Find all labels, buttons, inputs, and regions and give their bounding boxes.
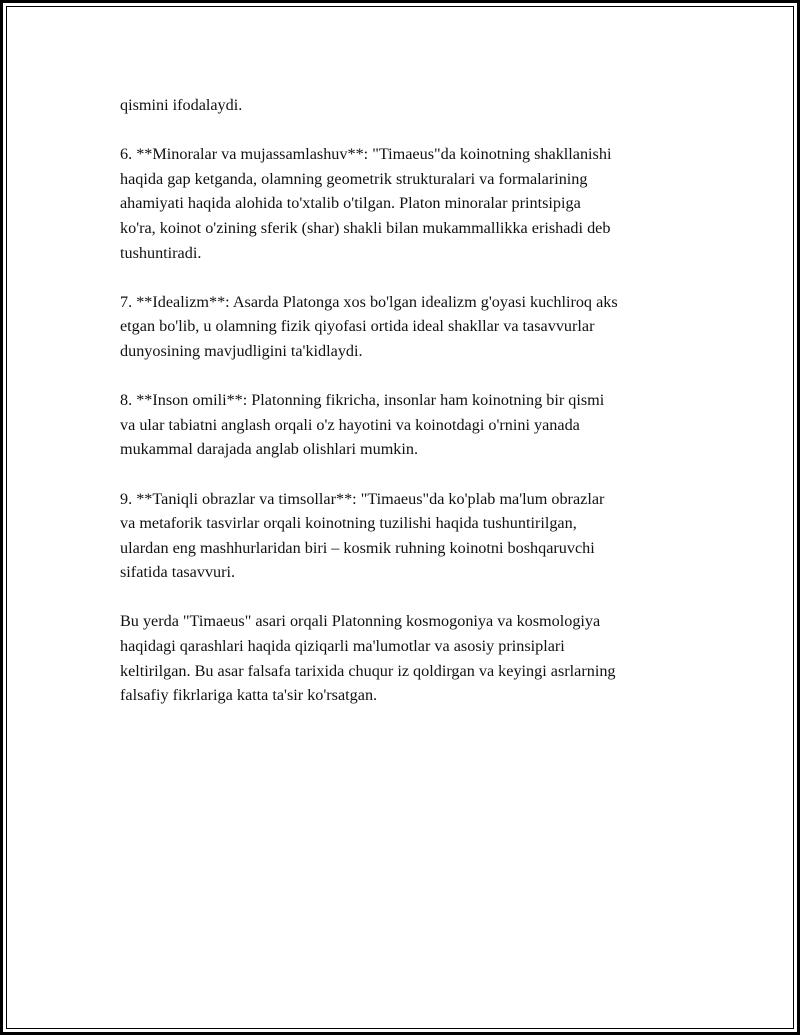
paragraph-item-6: 6. **Minoralar va mujassamlashuv**: "Timaeus"da koinotning shakllanishi haqida gap ketganda, olamning geometrik strukturalari va formalarining ahamiyati haqida alohida to'xtalib o'tilgan. Platon minoralar printsipiga ko'ra, koinot o'zining sferik (shar) shakli bilan mukammallikka erishadi deb tushuntiradi. — [120, 145, 612, 262]
paragraph-conclusion: Bu yerda "Timaeus" asari orqali Platonning kosmogoniya va kosmologiya haqidagi qarashlari haqida qiziqarli ma'lumotlar va asosiy prinsiplari keltirilgan. Bu asar falsafa tarixida chuqur iz qoldirgan va keyingi asrlarning falsafiy fikrlariga katta ta'sir ko'rsatgan. — [120, 612, 616, 705]
paragraph-continuation: qismini ifodalaydi. — [120, 96, 243, 114]
paragraph-item-9: 9. **Taniqli obrazlar va timsollar**: "Timaeus"da ko'plab ma'lum obrazlar va metaforik tasvirlar orqali koinotning tuzilishi haqida tushuntirilgan, ulardan eng mashhurlaridan biri – kosmik ruhning koinotni boshqaruvchi sifatida tasavvuri. — [120, 489, 605, 582]
paragraph-item-8: 8. **Inson omili**: Platonning fikricha, insonlar ham koinotning bir qismi va ular tabiatni anglash orqali o'z hayotini va koinotdagi o'rnini yanada mukammal darajada anglab olishlari mumkin. — [120, 391, 605, 459]
paragraph-item-7: 7. **Idealizm**: Asarda Platonga xos bo'lgan idealizm g'oyasi kuchliroq aks etgan bo'lib, u olamning fizik qiyofasi ortida ideal shakllar va tasavvurlar dunyosining mavjudligini ta'kidlaydi. — [120, 292, 618, 360]
document-body — [120, 93, 710, 732]
